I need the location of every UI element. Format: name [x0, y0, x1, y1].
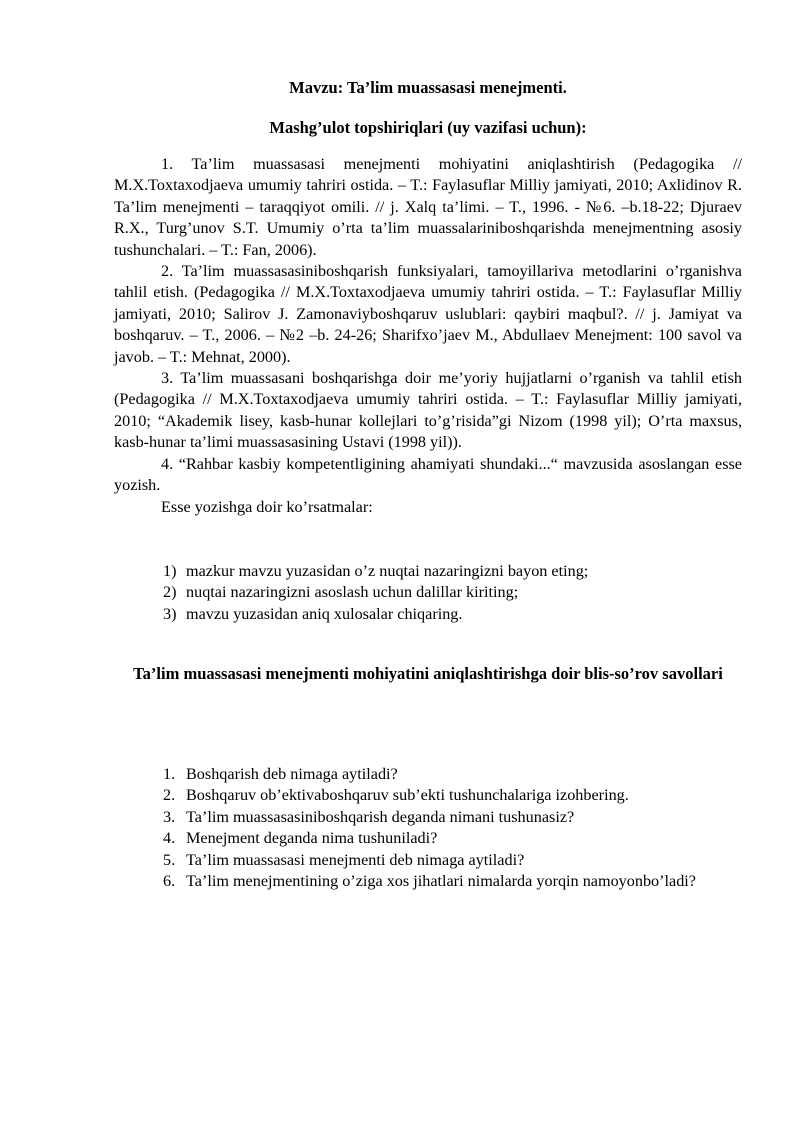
list-marker: 3. [163, 807, 176, 826]
list-marker: 1. [163, 765, 176, 783]
list-item [163, 850, 743, 871]
list-item-text: Boshqaruv ob’ektivaboshqaruv sub’ekti tushunchalariga izohbering. [186, 786, 629, 805]
list-item-text: Menejment deganda nima tushuniladi? [186, 829, 438, 848]
list-marker: 4. [163, 829, 176, 848]
list-item-text: nuqtai nazaringizni asoslash uchun dalillar kiriting; [186, 583, 519, 602]
tasks-block [114, 154, 742, 518]
list-item [163, 582, 743, 603]
list-item-text: mavzu yuzasidan aniq xulosalar chiqaring. [186, 604, 463, 623]
list-item-text: Ta’lim muassasasi menejmenti deb nimaga aytiladi? [186, 850, 525, 869]
list-marker: 5. [163, 850, 176, 869]
list-item-text: Ta’lim muassasasiniboshqarish deganda nimani tushunasiz? [186, 807, 575, 826]
list-item [163, 785, 743, 806]
list-item [163, 764, 743, 785]
task-paragraph: 4. “Rahbar kasbiy kompetentligining ahamiyati shundaki...“ mavzusida asoslangan esse yozish. [114, 454, 742, 495]
list-item-text: mazkur mavzu yuzasidan o’z nuqtai nazaringizni bayon eting; [186, 562, 589, 580]
list-item [163, 807, 743, 828]
list-marker: 6. [163, 872, 176, 891]
task-paragraph: 2. Ta’lim muassasasiniboshqarish funksiyalari, tamoyillariva metodlarini o’rganishva tahlil etish. (Pedagogika // M.X.Toxtaxodjaeva umumiy tahriri ostida. – T.: Faylasuflar Milliy jamiyati, 2010; Salirov J. Zamonaviyboshqaruv uslublari: qaybiri maqbul?. // j. Jamiyat va boshqaruv. – T., 2006. – №2 –b. 24-26; Sharifxo’jaev M., Abdullaev Menejment: 100 savol va javob. – T.: Mehnat, 2000). [114, 262, 742, 366]
essay-instructions-list [163, 561, 743, 625]
task-paragraph: 1. Ta’lim muassasasi menejmenti mohiyatini aniqlashtirish (Pedagogika // M.X.Toxtaxodjaeva umumiy tahriri ostida. – T.: Faylasuflar Milliy jamiyati, 2010; Axlidinov R. Ta’lim menejmenti – taraqqiyot omili. // j. Xalq ta’limi. – T., 1996. - №6. –b.18-22; Djuraev R.X., Turg’unov S.T. Umumiy o’rta ta’lim muassalariniboshqarishda menejmentning asosiy tushunchalari. – T.: Fan, 2006). [114, 155, 742, 259]
list-item-text: Boshqarish deb nimaga aytiladi? [186, 765, 398, 783]
list-item [163, 561, 743, 582]
task-paragraph: 3. Ta’lim muassasani boshqarishga doir me’yoriy hujjatlarni o’rganish va tahlil etish (Pedagogika // M.X.Toxtaxodjaeva umumiy tahriri ostida. – T.: Faylasuflar Milliy jamiyati, 2010; “Akademik lisey, kasb-hunar kollejlari to’g’risida”gi Nizom (1998 yil); O’rta maxsus, kasb-hunar ta’limi muassasasining Ustavi (1998 yil)). [114, 369, 742, 452]
list-item [163, 828, 743, 849]
questions-list [163, 764, 743, 892]
list-marker: 2. [163, 786, 176, 805]
essay-intro: Esse yozishga doir ko’rsatmalar: [161, 497, 373, 516]
list-item [163, 604, 743, 625]
list-item [163, 871, 743, 892]
list-item-text: Ta’lim menejmentining o’ziga xos jihatlari nimalarda yorqin namoyonbo’ladi? [186, 872, 696, 891]
list-marker: 2) [163, 583, 177, 602]
list-marker: 1) [163, 562, 177, 580]
page-title: Mavzu: Ta’lim muassasasi menejmenti. [289, 78, 567, 97]
page-subtitle: Mashg’ulot topshiriqlari (uy vazifasi uchun): [269, 118, 587, 137]
list-marker: 3) [163, 604, 177, 623]
section-heading: Ta’lim muassasasi menejmenti mohiyatini aniqlashtirishga doir blis-so’rov savollari [133, 664, 723, 683]
